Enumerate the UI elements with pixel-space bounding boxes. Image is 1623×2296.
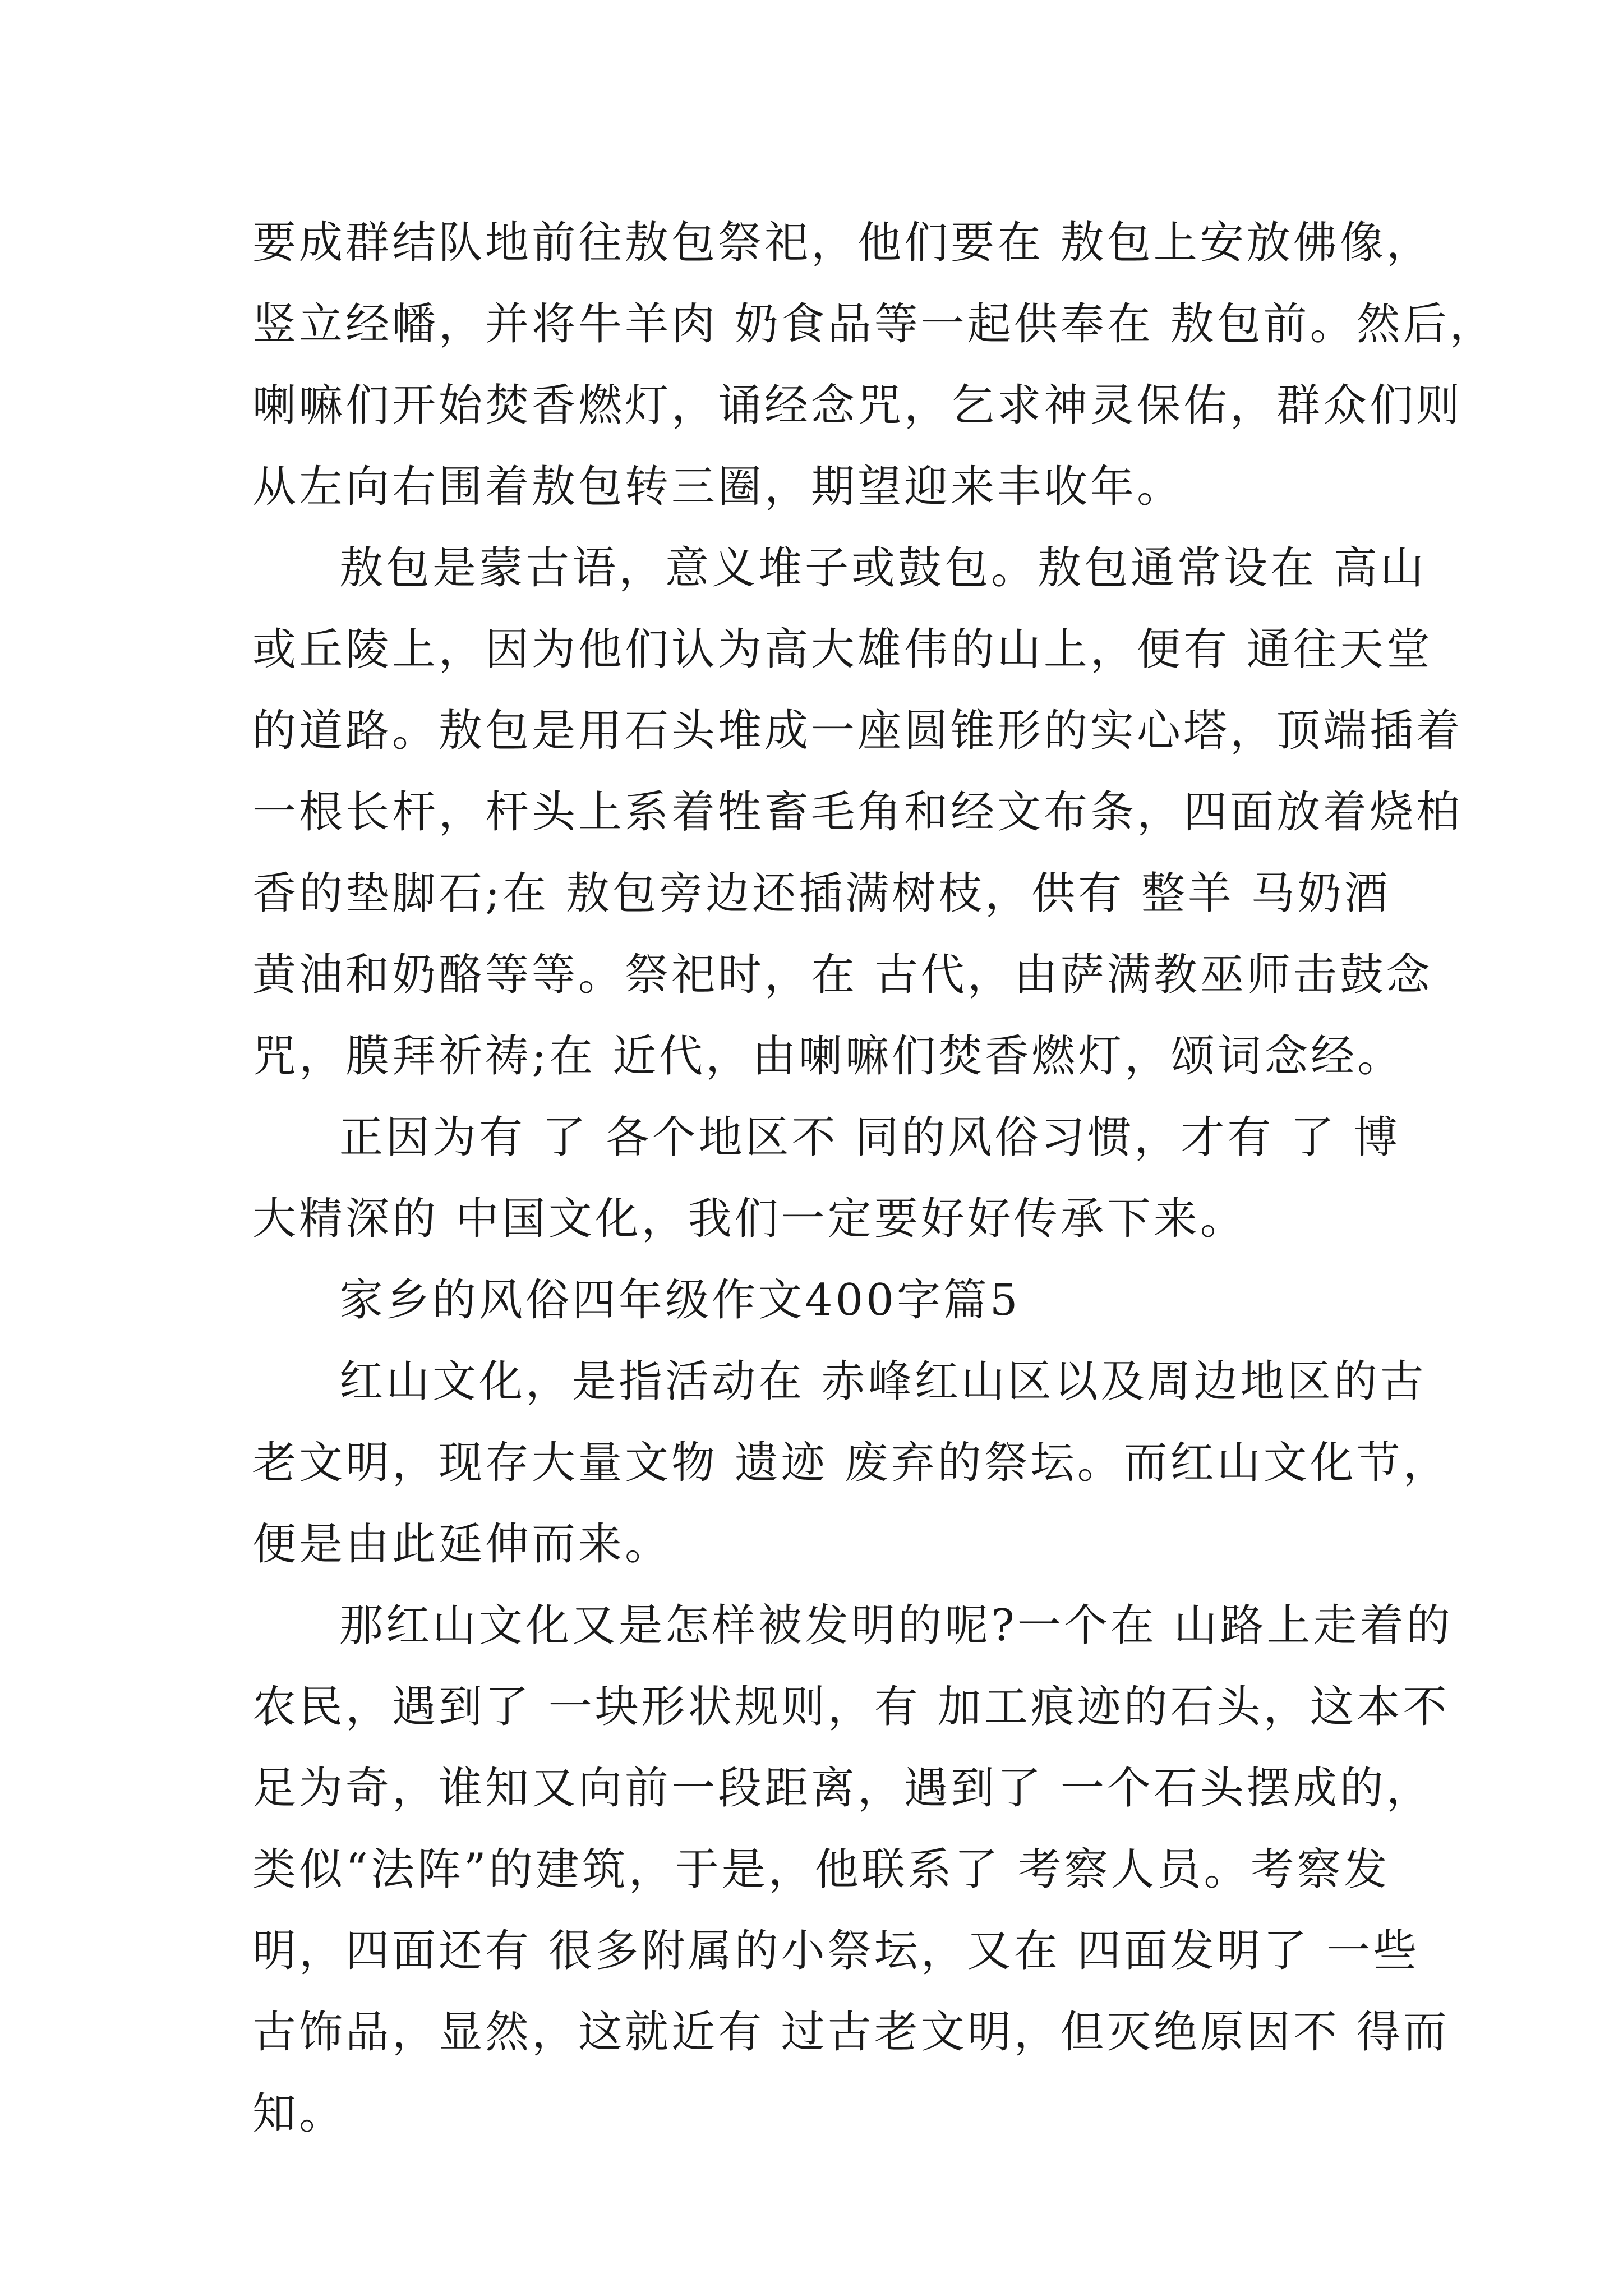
text-line: 足为奇，谁知又向前一段距离，遇到了 一个石头摆成的，: [252, 1763, 1433, 1814]
text-line: 一根长杆，杆头上系着牲畜毛角和经文布条，四面放着烧柏: [252, 787, 1463, 838]
text-line: 大精深的 中国文化，我们一定要好好传承下来。: [252, 1194, 1247, 1244]
text-line: 的道路。敖包是用石头堆成一座圆锥形的实心塔，顶端插着: [252, 706, 1463, 756]
text-line: 香的垫脚石;在 敖包旁边还插满树枝，供有 整羊 马奶酒: [252, 868, 1391, 919]
text-line: 便是由此延伸而来。: [252, 1519, 672, 1570]
text-line: 敖包是蒙古语，意义堆子或鼓包。敖包通常设在 高山: [339, 543, 1427, 593]
text-line: 竖立经幡，并将牛羊肉 奶食品等一起供奉在 敖包前。然后，: [252, 299, 1496, 349]
text-line: 喇嘛们开始焚香燃灯，诵经念咒，乞求神灵保佑，群众们则: [252, 380, 1463, 431]
section-heading: 家乡的风俗四年级作文400字篇5: [339, 1275, 1021, 1326]
text-line: 咒，膜拜祈祷;在 近代，由喇嘛们焚香燃灯，颂词念经。: [252, 1031, 1404, 1082]
text-line: 古饰品，显然，这就近有 过古老文明，但灭绝原因不 得而: [252, 2007, 1450, 2058]
text-line: 知。: [252, 2088, 346, 2139]
text-line: 或丘陵上，因为他们认为高大雄伟的山上，便有 通往天堂: [252, 624, 1433, 675]
text-line: 红山文化，是指活动在 赤峰红山区以及周边地区的古: [339, 1356, 1427, 1407]
text-line: 类似“法阵”的建筑，于是，他联系了 考察人员。考察发: [252, 1844, 1390, 1895]
text-line: 黄油和奶酪等等。祭祀时，在 古代，由萨满教巫师击鼓念: [252, 950, 1433, 1000]
text-line: 老文明，现存大量文物 遗迹 废弃的祭坛。而红山文化节，: [252, 1438, 1450, 1488]
text-line: 从左向右围着敖包转三圈，期望迎来丰收年。: [252, 462, 1184, 512]
text-line: 明，四面还有 很多附属的小祭坛，又在 四面发明了 一些: [252, 1926, 1420, 1976]
text-line: 要成群结队地前往敖包祭祀，他们要在 敖包上安放佛像，: [252, 218, 1433, 268]
text-line: 农民，遇到了 一块形状规则，有 加工痕迹的石头，这本不: [252, 1682, 1450, 1732]
text-line: 正因为有 了 各个地区不 同的风俗习惯，才有 了 博: [339, 1112, 1400, 1163]
text-line: 那红山文化又是怎样被发明的呢?一个在 山路上走着的: [339, 1600, 1453, 1651]
